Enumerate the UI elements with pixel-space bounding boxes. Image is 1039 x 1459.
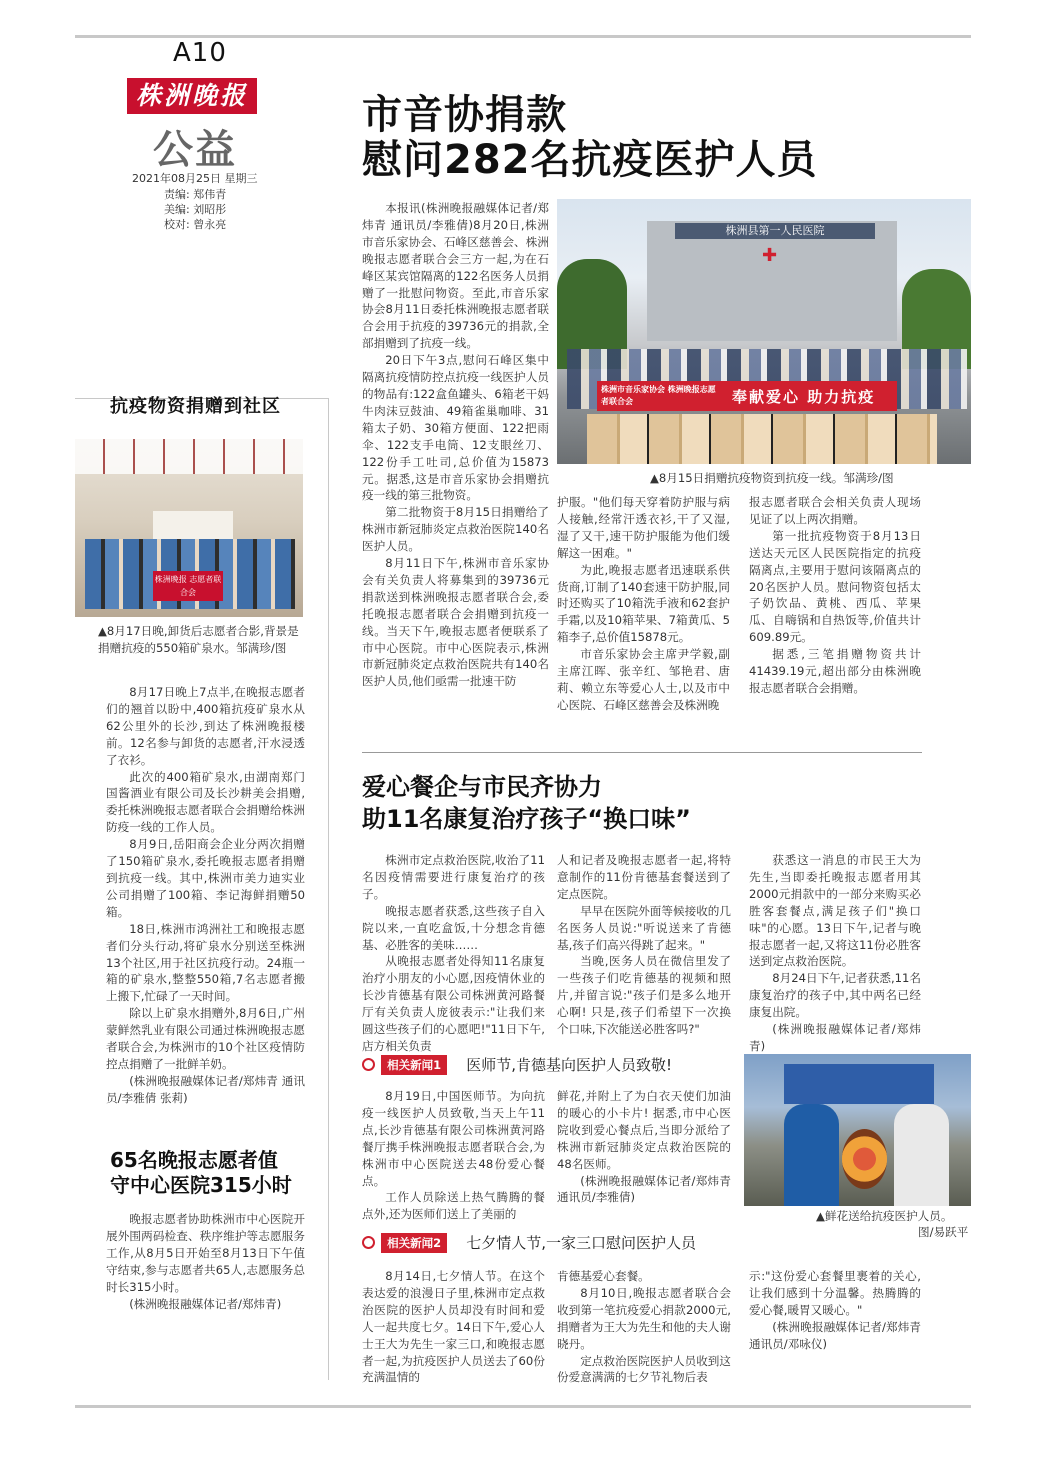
cross-icon: ✚	[762, 245, 778, 266]
related2-col2	[557, 1268, 731, 1386]
page-number: A10	[173, 38, 227, 68]
paragraph: 肯德基爱心套餐。	[557, 1269, 650, 1283]
paragraph: 鲜花,并附上了为白衣天使们加油的暖心的小卡片! 据悉,市中心医院收到爱心餐点后,当即分派给了株洲市新冠肺炎定点救治医院的48名医师。	[557, 1089, 731, 1171]
flower-photo-credit: 图/易跃平	[918, 1225, 969, 1239]
paragraph: 晚报志愿者协助株洲市中心医院开展外围两码检查、秩序维护等志愿服务工作,从8月5日开始至8月13日下午值守结束,参与志愿者共65人,志愿服务总时长315小时。	[106, 1212, 305, 1294]
paragraph: 工作人员除送上热气腾腾的餐点外,还为医师们送上了美丽的	[362, 1190, 545, 1222]
volunteer-article	[106, 1211, 305, 1312]
paragraph: (株洲晚报融媒体记者/郑炜青)	[749, 1022, 921, 1053]
main-photo	[557, 199, 971, 464]
person-left	[784, 1104, 839, 1206]
paragraph: 晚报志愿者获悉,这些孩子自入院以来,一直吃盒饭,十分想念肯德基、必胜客的美味……	[362, 903, 545, 952]
related1-col2	[557, 1088, 731, 1206]
paragraph: 第一批抗疫物资于8月13日送达天元区人民医院指定的抗疫隔离点,主要用于慰问该隔离点的20名医护人员。慰问物资包括太子奶饮品、黄桃、西瓜、苹果瓜、自嗨锅和自热饭等,价值共计609.89元。	[749, 528, 921, 645]
paragraph: 获悉这一消息的市民王大为先生,当即委托晚报志愿者用其2000元捐款中的一部分来购买必胜客套餐点,满足孩子们"换口味"的心愿。13日下午,记者与晚报志愿者一起,又将这11份必胜客送到定点救治医院。	[749, 853, 921, 969]
paragraph: 此次的400箱矿泉水,由湖南郑门国酱酒业有限公司及长沙耕美会捐赠,委托株洲晚报志愿者联合会捐赠给株洲防疫一线的工作人员。	[106, 769, 305, 835]
community-photo	[75, 439, 303, 617]
editor: 责编: 郑伟青	[164, 188, 227, 201]
heading-community: 抗疫物资捐赠到社区	[110, 396, 281, 417]
community-photo-caption: ▲8月17日晚,卸货后志愿者合影,背景是捐赠抗疫的550箱矿泉水。邹满珍/图	[98, 624, 299, 655]
person-right	[894, 1104, 949, 1206]
related-circle-icon	[362, 1236, 375, 1249]
paragraph: 8月11日下午,株洲市音乐家协会有关负责人将募集到的39736元捐款送到株洲晚报志愿者联合会,委托晚报志愿者联合会捐赠到抗疫一线。当天下午,晚报志愿者便联系了市中心医院。市中心医院表示,株洲市新冠肺炎定点救治医院共有140名医护人员,他们亟需一批速干防	[362, 556, 549, 689]
community-article	[106, 684, 305, 1107]
paragraph: 8月9日,岳阳商会企业分两次捐赠了150箱矿泉水,委托晚报志愿者捐赠到抗疫一线。其中,株洲市美力迪实业公司捐赠了100箱、李记海鲜捐赠50箱。	[106, 837, 305, 919]
paragraph: (株洲晚报融媒体记者/郑炜青 通讯员/李雅倩 张莉)	[106, 1073, 305, 1105]
paragraph: 当晚,医务人员在微信里发了一些孩子们吃肯德基的视频和照片,并留言说:"孩子们是多么地开心啊! 只是,孩子们希望下一次换个口味,下次能送必胜客吗?"	[557, 954, 731, 1037]
story2-title-line1: 爱心餐企与市民齐协力	[362, 773, 602, 801]
related-circle-icon	[362, 1058, 375, 1071]
flower-bouquet	[842, 1129, 887, 1189]
paragraph: 株洲市定点救治医院,收治了11名因疫情需要进行康复治疗的孩子。	[362, 853, 545, 901]
related1-col1	[362, 1088, 545, 1223]
paragraph: 8月10日,晚报志愿者联合会收到第一笔抗疫爱心捐款2000元,捐赠者为王大为先生和他的夫人谢晓丹。	[557, 1285, 731, 1351]
main-article-col1	[362, 200, 549, 690]
volunteer-banner: 株洲晚报 志愿者联合会	[153, 571, 223, 601]
main-title-line1: 市音协捐款	[362, 92, 567, 138]
paragraph: 示:"这份爱心套餐里裹着的关心,让我们感到十分温馨。热腾腾的爱心餐,暖胃又暖心。"	[749, 1269, 921, 1317]
paragraph: 为此,晚报志愿者迅速联系供货商,订制了140套速干防护服,同时还购买了10箱洗手液和62套护手霜,以及10箱苹果、7箱黄瓜、5箱李子,总价值15878元。	[557, 562, 730, 645]
banner-org: 株洲市音乐家协会 株洲晚报志愿者联合会	[601, 385, 716, 406]
story2-col3	[749, 852, 921, 1055]
story-divider	[362, 752, 922, 753]
paragraph: 市音乐家协会主席尹学毅,副主席江晖、张辛红、邹艳君、唐莉、赖立东等爱心人士,以及市中心医院、石峰区慈善会及株洲晚	[557, 647, 730, 712]
related2-col1	[362, 1268, 545, 1386]
bottom-rule	[75, 1405, 971, 1408]
paper-logo	[127, 78, 257, 114]
photo-banner	[597, 381, 897, 411]
paragraph: 8月17日晚上7点半,在晚报志愿者们的翘首以盼中,400箱抗疫矿泉水从62公里外的长沙,到达了株洲晚报楼前。12名参与卸货的志愿者,汗水浸透了衣衫。	[106, 685, 305, 767]
paragraph: 20日下午3点,慰问石峰区集中隔离抗疫情防控点抗疫一线医护人员的物品有:122盒鱼罐头、6箱老干妈牛肉沫豆鼓油、49箱雀巢咖啡、31箱太子奶、30箱方便面、122把雨伞、122支手电筒、12支眼丝刀、122份手工吐司,总价值为15873元。据悉,这是市音乐家协会捐赠抗疫一线的第三批物资。	[362, 353, 549, 503]
related2-col3	[749, 1268, 921, 1353]
supply-boxes	[587, 414, 937, 464]
tent	[784, 1064, 934, 1104]
paragraph: 报志愿者联合会相关负责人现场见证了以上两次捐赠。	[749, 495, 921, 526]
paragraph: (株洲晚报融媒体记者/郑炜青 通讯员/邓咏仪)	[749, 1319, 921, 1351]
paragraph: 从晚报志愿者处得知11名康复治疗小朋友的小心愿,因疫情休业的长沙肯德基有限公司株洲黄河路餐厅有关负责人庞彼表示:"让我们来圆这些孩子们的心愿吧!"11日下午,店方相关负责	[362, 954, 545, 1053]
main-article-col3	[749, 494, 921, 697]
section-title: 公益	[153, 126, 237, 173]
paragraph: 早早在医院外面等候接收的几名医务人员说:"听说送来了肯德基,孩子们高兴得跳了起来。"	[557, 903, 731, 952]
hospital-building	[647, 221, 897, 341]
main-photo-caption: ▲8月15日捐赠抗疫物资到抗疫一线。邹满珍/图	[650, 471, 894, 485]
paragraph: 据悉,三笔捐赠物资共计41439.19元,超出部分由株洲晚报志愿者联合会捐赠。	[749, 647, 921, 695]
related2-tag: 相关新闻2	[381, 1233, 447, 1253]
related2-title: 七夕情人节,一家三口慰问医护人员	[466, 1234, 696, 1252]
related1-tag: 相关新闻1	[381, 1055, 447, 1075]
wall-logo	[153, 511, 233, 541]
related1-header	[362, 1054, 672, 1076]
paragraph: 18日,株洲市鸿洲社工和晚报志愿者们分头行动,将矿泉水分别送至株洲13个社区,用于社区抗疫行动。24瓶一箱的矿泉水,整整550箱,7名志愿者搬上搬下,忙碌了一天时间。	[106, 921, 305, 1004]
flower-photo	[744, 1054, 971, 1206]
flower-photo-caption: ▲鲜花送给抗疫医护人员。	[816, 1209, 953, 1223]
paragraph: (株洲晚报融媒体记者/郑炜青 通讯员/李雅倩)	[557, 1173, 731, 1205]
main-article-col2	[557, 494, 730, 714]
paragraph: 本报讯(株洲晚报融媒体记者/郑炜青 通讯员/李雅倩)8月20日,株洲市音乐家协会、石峰区慈善会、株洲晚报志愿者联合会三方一起,为在石峰区某宾馆隔离的122名医务人员捐赠了一批慰问物资。至此,市音乐家协会8月11日委托株洲晚报志愿者联合会用于抗疫的39736元的捐款,全部捐赠到了抗疫一线。	[362, 201, 549, 351]
date-line: 2021年08月25日 星期三	[132, 172, 258, 185]
designer: 美编: 刘昭彤	[164, 203, 227, 216]
paragraph: 8月19日,中国医师节。为向抗疫一线医护人员致敬,当天上午11点,长沙肯德基有限公司株洲黄河路餐厅携手株洲晚报志愿者联合会,为株洲市中心医院送去48份爱心餐点。	[362, 1089, 545, 1188]
paragraph: 护服。"他们每天穿着防护服与病人接触,经常汗透衣衫,干了又湿,湿了又干,速干防护服能为他们缓解这一困难。"	[557, 495, 730, 560]
proofreader: 校对: 曾永亮	[164, 218, 227, 231]
column-divider	[328, 398, 329, 1380]
paragraph: 8月14日,七夕情人节。在这个表达爱的浪漫日子里,株洲市定点救治医院的医护人员却没有时间和爱人一起共度七夕。14日下午,爱心人士王大为先生一家三口,和晚报志愿者一起,为抗疫医护人员送去了60份充满温情的	[362, 1269, 545, 1385]
story2-title-line2: 助11名康复治疗孩子“换口味”	[362, 805, 691, 833]
wall-frames	[75, 439, 303, 474]
paragraph: (株洲晚报融媒体记者/郑炜青)	[129, 1296, 282, 1311]
main-title-line2: 慰问282名抗疫医护人员	[362, 137, 818, 183]
paragraph: 人和记者及晚报志愿者一起,将特意制作的11份肯德基套餐送到了定点医院。	[557, 853, 731, 901]
story2-col2	[557, 852, 731, 1038]
paper-name: 株洲晚报	[135, 81, 248, 110]
paragraph: 除以上矿泉水捐赠外,8月6日,广州蒙鲜然乳业有限公司通过株洲晚报志愿者联合会,为株洲市的10个社区疫情防控点捐赠了一批鲜羊奶。	[106, 1006, 305, 1071]
paragraph: 定点救治医院医护人员收到这份爱意满满的七夕节礼物后表	[557, 1353, 731, 1385]
paragraph: 第二批物资于8月15日捐赠给了株洲市新冠肺炎定点救治医院140名医护人员。	[362, 505, 549, 554]
related2-header	[362, 1232, 696, 1254]
hospital-sign: 株洲县第一人民医院	[675, 223, 875, 239]
related1-title: 医师节,肯德基向医护人员致敬!	[466, 1056, 672, 1074]
story2-col1	[362, 852, 545, 1055]
paragraph: 8月24日下午,记者获悉,11名康复治疗的孩子中,其中两名已经康复出院。	[749, 971, 921, 1020]
heading-volunteer-line2: 守中心医院315小时	[110, 1173, 292, 1197]
banner-slogan: 奉献爱心 助力抗疫	[732, 388, 876, 406]
heading-volunteer-line1: 65名晚报志愿者值	[110, 1148, 278, 1172]
